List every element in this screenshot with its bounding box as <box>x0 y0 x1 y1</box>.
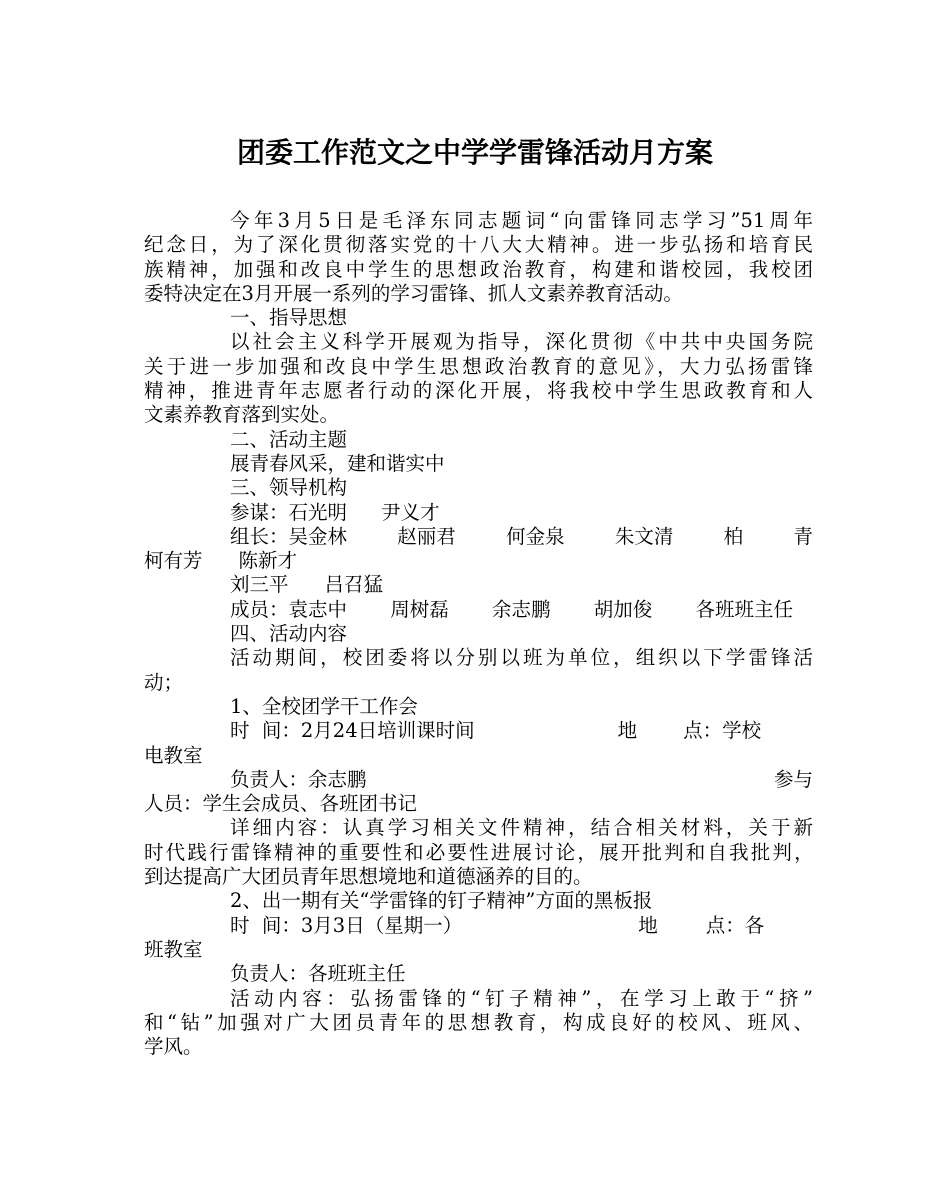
leaders-label: 组长： <box>230 524 289 548</box>
activity1-place-label: 地 <box>617 719 638 743</box>
leader-name: 陈新才 <box>238 549 298 573</box>
activity2-place-cont: 班教室 <box>144 937 203 961</box>
section4-intro-line-2: 动； <box>144 670 184 694</box>
document-title: 团委工作范文之中学学雷锋活动月方案 <box>236 136 713 169</box>
advisors-line <box>144 501 813 525</box>
members-label: 成员： <box>230 597 289 621</box>
section2-body: 展青春风采，建和谐实中 <box>230 451 445 475</box>
section1-line-4: 文素养教育落到实处。 <box>144 403 340 427</box>
activity1-participants: 人员：学生会成员、各班团书记 <box>144 792 418 816</box>
activity2-details-line-1: 活动内容：弘扬雷锋的“钉子精神”，在学习上敢于“挤” <box>230 986 813 1010</box>
leader-name: 吕召猛 <box>324 573 384 597</box>
activity1-details-line-3: 到达提高广大团员青年思想境地和道德涵养的目的。 <box>144 865 593 889</box>
advisors-label: 参谋： <box>230 500 289 524</box>
section2-heading: 二、活动主题 <box>230 427 348 451</box>
leader-name: 赵丽君 <box>397 524 456 548</box>
leader-name: 青 <box>793 524 813 548</box>
activity1-heading: 1、全校团学干工作会 <box>230 694 418 718</box>
member-name: 袁志中 <box>288 597 348 621</box>
member-name: 胡加俊 <box>593 597 653 621</box>
activity2-place-label: 地 <box>638 913 658 937</box>
document-body <box>144 209 813 1059</box>
members-line <box>144 598 813 622</box>
intro-line-3: 族精神，加强和改良中学生的思想政治教育，构建和谐校园，我校团 <box>144 257 813 281</box>
activity2-time: 时 间：3月3日（星期一） <box>230 913 463 937</box>
activity1-participants-start: 参与 <box>773 767 813 791</box>
intro-line-4: 委特决定在3月开展一系列的学习雷锋、抓人文素养教育活动。 <box>144 281 683 305</box>
intro-line-1: 今年3月5日是毛泽东同志题词“向雷锋同志学习”51周年 <box>230 209 813 232</box>
section1-line-2: 关于进一步加强和改良中学生思想政治教育的意见》，大力弘扬雷锋 <box>144 354 813 378</box>
activity1-place-cont: 电教室 <box>144 743 203 767</box>
activity2-details-line-2: 和“钻”加强对广大团员青年的思想教育，构成良好的校风、班风、 <box>144 1010 813 1034</box>
activity2-heading: 2、出一期有关“学雷锋的钉子精神”方面的黑板报 <box>230 889 653 913</box>
activity2-place: 点：各 <box>705 913 765 937</box>
leader-name: 柏 <box>723 524 744 548</box>
activity1-time-line <box>144 719 813 743</box>
section4-intro-line-1: 活动期间，校团委将以分别以班为单位，组织以下学雷锋活 <box>230 646 813 670</box>
leader-name: 刘三平 <box>230 573 289 597</box>
activity1-details-line-1: 详细内容：认真学习相关文件精神，结合相关材料，关于新 <box>230 816 813 840</box>
section3-heading: 三、领导机构 <box>230 476 348 500</box>
leader-name: 吴金林 <box>288 524 348 548</box>
advisor-name: 尹义才 <box>381 500 440 524</box>
activity2-time-line <box>144 914 813 938</box>
member-name: 周树磊 <box>390 597 449 621</box>
section1-line-3: 精神，推进青年志愿者行动的深化开展，将我校中学生思政教育和人 <box>144 379 813 403</box>
activity1-leader: 负责人：余志鹏 <box>230 767 367 791</box>
member-name: 各班班主任 <box>695 597 793 621</box>
leaders-line-3 <box>144 573 813 597</box>
advisor-name: 石光明 <box>288 500 348 524</box>
member-name: 余志鹏 <box>491 597 551 621</box>
activity1-details-line-2: 时代践行雷锋精神的重要性和必要性进展讨论，展开批判和自我批判， <box>144 840 813 864</box>
activity1-place: 点：学校 <box>683 719 762 743</box>
activity1-leader-line <box>144 768 813 792</box>
section1-line-1: 以社会主义科学开展观为指导，深化贯彻《中共中央国务院 <box>230 330 813 354</box>
activity2-details-line-3: 学风。 <box>144 1035 203 1059</box>
section4-heading: 四、活动内容 <box>230 622 348 646</box>
leaders-line-1 <box>144 525 813 549</box>
leaders-line-2 <box>144 549 813 573</box>
leader-name: 朱文清 <box>614 524 674 548</box>
intro-line-2: 纪念日，为了深化贯彻落实党的十八大大精神。进一步弘扬和培育民 <box>144 233 813 257</box>
activity1-time: 时 间：2月24日培训课时间 <box>230 719 475 743</box>
section1-heading: 一、指导思想 <box>230 306 348 330</box>
leader-name: 何金泉 <box>506 524 565 548</box>
leader-name: 柯有芳 <box>144 549 203 573</box>
activity2-leader: 负责人：各班班主任 <box>230 962 406 986</box>
